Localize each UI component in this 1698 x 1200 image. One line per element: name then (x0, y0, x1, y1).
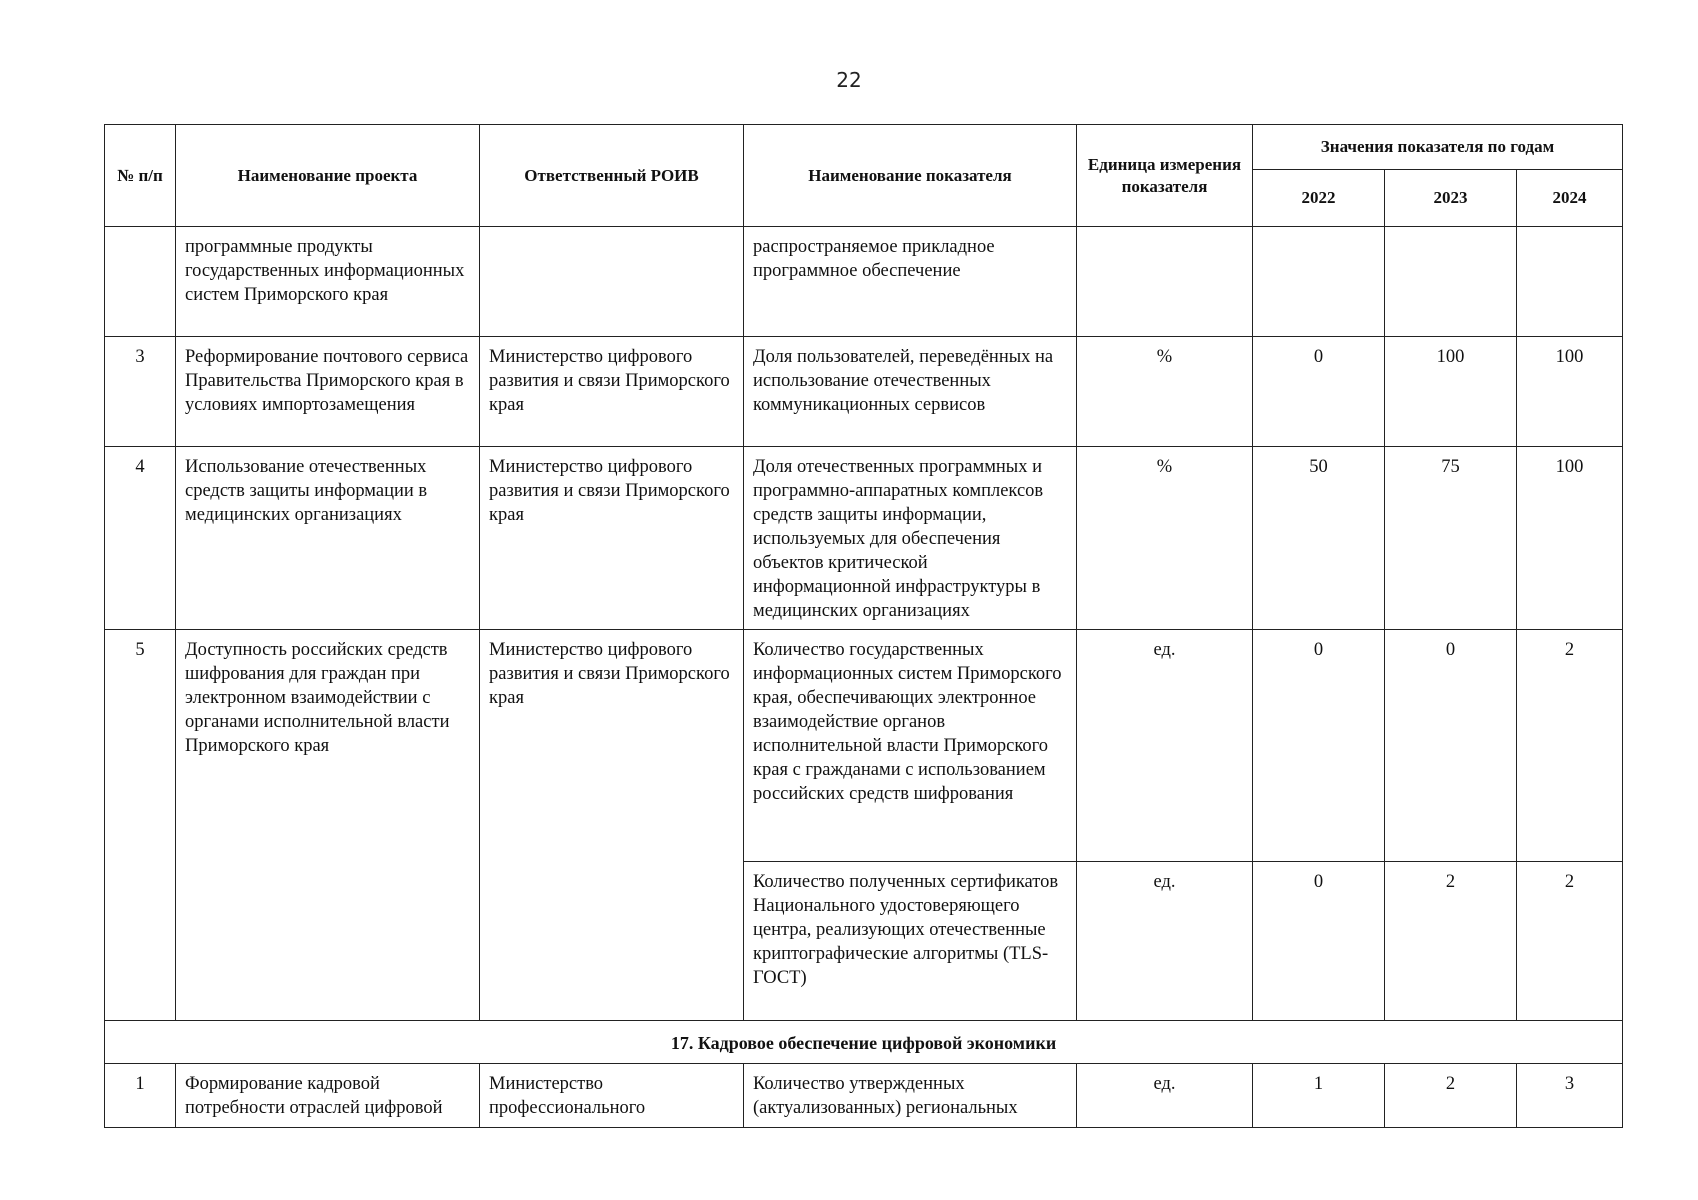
row-value-2024: 100 (1517, 337, 1623, 447)
row-unit: % (1077, 447, 1253, 630)
row-roiv: Министерство профессионального (480, 1064, 744, 1128)
row-value-2022: 0 (1253, 862, 1385, 1021)
row-roiv: Министерство цифрового развития и связи Приморского края (480, 630, 744, 1021)
indicators-table (104, 124, 1623, 1128)
row-value-2024 (1517, 227, 1623, 337)
row-value-2022: 0 (1253, 630, 1385, 862)
header-values-group: Значения показателя по годам (1253, 125, 1623, 170)
row-num (105, 227, 176, 337)
row-num: 4 (105, 447, 176, 630)
page-number: 22 (836, 68, 862, 92)
row-value-2023: 75 (1385, 447, 1517, 630)
row-unit: ед. (1077, 1064, 1253, 1128)
header-unit: Единица измерения показателя (1077, 125, 1253, 227)
row-roiv: Министерство цифрового развития и связи Приморского края (480, 447, 744, 630)
row-indicator: распространяемое прикладное программное обеспечение (744, 227, 1077, 337)
row-value-2023: 100 (1385, 337, 1517, 447)
table-row (105, 337, 1623, 447)
row-value-2023: 0 (1385, 630, 1517, 862)
row-value-2024: 2 (1517, 630, 1623, 862)
row-roiv: Министерство цифрового развития и связи Приморского края (480, 337, 744, 447)
section-row (105, 1021, 1623, 1064)
header-indicator: Наименование показателя (744, 125, 1077, 227)
table-row (105, 1064, 1623, 1128)
row-project: Реформирование почтового сервиса Правительства Приморского края в условиях импортозамещения (176, 337, 480, 447)
row-unit: % (1077, 337, 1253, 447)
header-year-2022: 2022 (1253, 170, 1385, 227)
header-year-2023: 2023 (1385, 170, 1517, 227)
row-unit (1077, 227, 1253, 337)
row-num: 1 (105, 1064, 176, 1128)
row-indicator: Количество утвержденных (актуализованных) региональных (744, 1064, 1077, 1128)
row-value-2022 (1253, 227, 1385, 337)
row-unit: ед. (1077, 862, 1253, 1021)
row-value-2024: 2 (1517, 862, 1623, 1021)
row-value-2022: 1 (1253, 1064, 1385, 1128)
row-value-2022: 50 (1253, 447, 1385, 630)
row-project: Формирование кадровой потребности отраслей цифровой (176, 1064, 480, 1128)
row-indicator: Доля отечественных программных и программно-аппаратных комплексов средств защиты информации, используемых для обеспечения объектов критической информационной инфраструктуры в медицинских организациях (744, 447, 1077, 630)
section-title: 17. Кадровое обеспечение цифровой экономики (105, 1021, 1623, 1064)
row-unit: ед. (1077, 630, 1253, 862)
row-project: программные продукты государственных информационных систем Приморского края (176, 227, 480, 337)
header-roiv: Ответственный РОИВ (480, 125, 744, 227)
row-value-2024: 100 (1517, 447, 1623, 630)
row-indicator: Количество полученных сертификатов Национального удостоверяющего центра, реализующих отечественные криптографические алгоритмы (TLS-ГОСТ) (744, 862, 1077, 1021)
row-value-2023: 2 (1385, 1064, 1517, 1128)
row-indicator: Количество государственных информационных систем Приморского края, обеспечивающих электронное взаимодействие органов исполнительной власти Приморского края с гражданами с использованием российских средств шифрования (744, 630, 1077, 862)
table-row (105, 227, 1623, 337)
header-project: Наименование проекта (176, 125, 480, 227)
header-year-2024: 2024 (1517, 170, 1623, 227)
row-project: Использование отечественных средств защиты информации в медицинских организациях (176, 447, 480, 630)
row-num: 5 (105, 630, 176, 1021)
header-num: № п/п (105, 125, 176, 227)
row-roiv (480, 227, 744, 337)
table-row (105, 447, 1623, 630)
table-row (105, 630, 1623, 862)
row-value-2022: 0 (1253, 337, 1385, 447)
row-project: Доступность российских средств шифрования для граждан при электронном взаимодействии с органами исполнительной власти Приморского края (176, 630, 480, 1021)
row-num: 3 (105, 337, 176, 447)
row-value-2023: 2 (1385, 862, 1517, 1021)
row-value-2023 (1385, 227, 1517, 337)
row-indicator: Доля пользователей, переведённых на использование отечественных коммуникационных сервисов (744, 337, 1077, 447)
row-value-2024: 3 (1517, 1064, 1623, 1128)
